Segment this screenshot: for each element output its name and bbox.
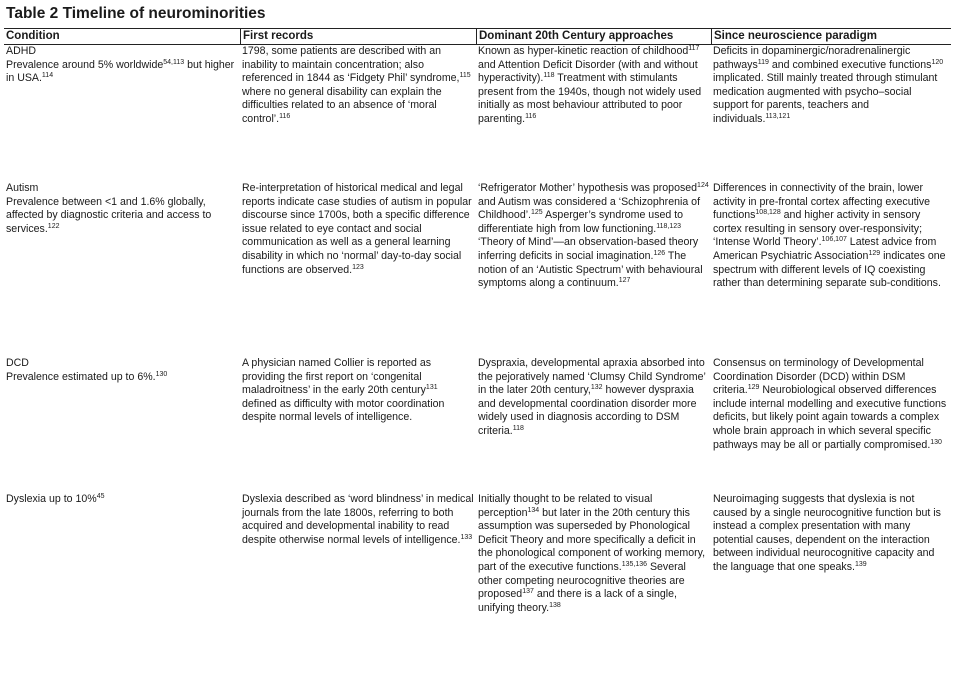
cell-since-neuroscience: Deficits in dopaminergic/noradrenalinergic pathways$^{119}$ and combined executive functions$^{120}$ implicated. Still mainly treated through stimulant medication augmented with psycho–social support for parents, teachers and individuals.$^{113,121}$: [713, 45, 944, 125]
table-row-autism: [4, 182, 951, 357]
cell-first-records: Re-interpretation of historical medical and legal reports indicate case studies of autism in popular discourse since 1700s, both a specific difference issue related to eye contact and social communication as well as a general learning disability in which no ‘normal’ day-to-day social functions are observed.$^{123}$: [242, 182, 472, 276]
table-row-dyslexia: [4, 493, 951, 653]
table-header-row: [4, 28, 951, 45]
cell-first-records: Dyslexia described as ‘word blindness’ in medical journals from the late 1800s, referring to both acquired and developmental inability to read despite otherwise normal levels of intelligence.$^{133}$: [242, 493, 474, 546]
cell-first-records: 1798, some patients are described with an inability to maintain concentration; also referenced in 1844 as ‘Fidgety Phil’ syndrome,$^{115}$ where no general disability can explain the difficulties related to an absence of ‘moral control’.$^{116}$: [242, 45, 471, 125]
cell-condition: Dyslexia up to 10%$^{45}$: [6, 493, 105, 505]
condition-name: DCD: [6, 357, 29, 369]
header-first-records: First records: [240, 29, 476, 44]
header-dominant-approaches: Dominant 20th Century approaches: [476, 29, 711, 44]
condition-name: ADHD: [6, 45, 37, 57]
table-title: Table 2 Timeline of neurominorities: [6, 5, 266, 22]
table-row-dcd: [4, 357, 951, 493]
cell-condition: DCD Prevalence estimated up to 6%.$^{130}$: [6, 357, 168, 383]
cell-condition: Autism Prevalence between <1 and 1.6% globally, affected by diagnostic criteria and access to services.$^{122}$: [6, 182, 212, 235]
cell-dominant-approaches: Known as hyper-kinetic reaction of childhood$^{117}$ and Attention Deficit Disorder (with and without hyperactivity).$^{118}$ Treatment with stimulants present from the 1940s, though not widely used initially as most behaviour attributed to poor parenting.$^{116}$: [478, 45, 702, 125]
neurominorities-table: [4, 28, 951, 653]
cell-dominant-approaches: Initially thought to be related to visual perception$^{134}$ but later in the 20th century this assumption was superseded by Phonological Deficit Theory and more specifically a deficit in the phonological component of working memory, part of the executive functions.$^{135,136}$ Several other competing neurocognitive theories are proposed$^{137}$ and there is a lack of a single, unifying theory.$^{138}$: [478, 493, 706, 614]
cell-since-neuroscience: Neuroimaging suggests that dyslexia is not caused by a single neurocognitive function but is instead a complex presentation with many potential causes, dependent on the interaction between individual neurocognitive capacity and the language that one speaks.$^{139}$: [713, 493, 941, 573]
header-since-neuroscience: Since neuroscience paradigm: [711, 29, 951, 44]
cell-condition: ADHD Prevalence around 5% worldwide$^{54,113}$ but higher in USA.$^{114}$: [6, 45, 235, 85]
cell-since-neuroscience: Consensus on terminology of Developmental Coordination Disorder (DCD) within DSM criteria.$^{129}$ Neurobiological observed differences include internal modelling and executive functions deficits, but likely point again towards a complex whole brain approach in which several specific pathways may be all or partially compromised.$^{130}$: [713, 357, 947, 451]
table-row-adhd: [4, 45, 951, 182]
cell-dominant-approaches: Dyspraxia, developmental apraxia absorbed into the pejoratively named ‘Clumsy Child Syndrome’ in the later 20th century,$^{132}$ however dyspraxia and developmental coordination disorder more widely used in diagnosis according to DSM criteria.$^{118}$: [478, 357, 706, 437]
cell-since-neuroscience: Differences in connectivity of the brain, lower activity in pre-frontal cortex affecting executive functions$^{108,128}$ and higher activity in sensory cortex resulting in sensory over-responsivity; ‘Intense World Theory’.$^{106,107}$ Latest advice from American Psychiatric Association$^{129}$ indicates one spectrum with different levels of IQ coexisting rather than determining separate sub-conditions.: [713, 182, 946, 290]
condition-name: Autism: [6, 182, 39, 194]
cell-dominant-approaches: ‘Refrigerator Mother’ hypothesis was proposed$^{124}$ and Autism was considered a ‘Schizophrenia of Childhood’.$^{125}$ Asperger’s syndrome used to differentiate high from low functioning.$^{118,123}$ ‘Theory of Mind’—an observation-based theory inferring deficits in social imagination.$^{126}$ The notion of an ‘Autistic Spectrum’ with behavioural symptoms along a continuum.$^{127}$: [478, 182, 709, 290]
header-condition: Condition: [6, 30, 60, 42]
cell-first-records: A physician named Collier is reported as providing the first report on ‘congenital maladroitness’ in the early 20th century$^{131}$ defined as difficulty with motor coordination despite normal levels of intelligence.: [242, 357, 445, 424]
